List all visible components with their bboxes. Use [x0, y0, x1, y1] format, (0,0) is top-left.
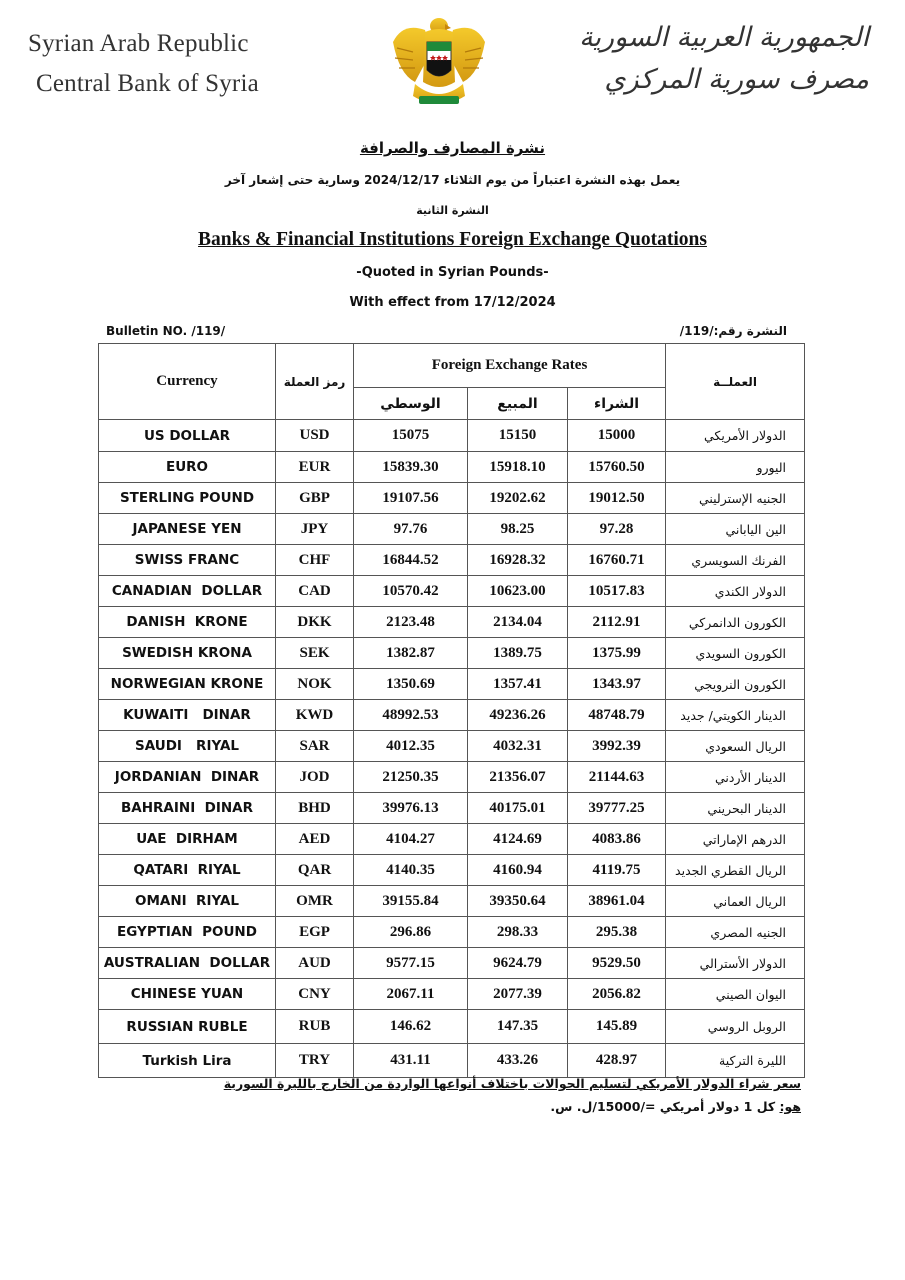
rate-mid: 4012.35 — [354, 731, 468, 762]
table-row — [99, 979, 805, 1010]
currency-name-ar: الدينار الكويتي/ جديد — [666, 700, 805, 731]
currency-code: KWD — [276, 700, 354, 731]
currency-name-ar: الكورون الدانمركي — [666, 607, 805, 638]
table-row — [99, 607, 805, 638]
table-row — [99, 793, 805, 824]
currency-code: BHD — [276, 793, 354, 824]
currency-name-ar: الكورون السويدي — [666, 638, 805, 669]
currency-name-en: EGYPTIAN POUND — [99, 917, 276, 948]
currency-name-ar: الروبل الروسي — [666, 1010, 805, 1044]
rate-buy: 16760.71 — [568, 545, 666, 576]
currency-name-ar: اليوان الصيني — [666, 979, 805, 1010]
rate-rows — [99, 420, 805, 1078]
header-ar-bank: مصرف سورية المركزي — [604, 64, 869, 95]
rate-mid: 431.11 — [354, 1044, 468, 1078]
rate-mid: 296.86 — [354, 917, 468, 948]
currency-name-ar: الريال القطري الجديد — [666, 855, 805, 886]
table-row — [99, 452, 805, 483]
rate-sell: 19202.62 — [468, 483, 568, 514]
table-row — [99, 1010, 805, 1044]
rate-sell: 21356.07 — [468, 762, 568, 793]
currency-code: USD — [276, 420, 354, 452]
currency-name-en: NORWEGIAN KRONE — [99, 669, 276, 700]
rate-buy: 10517.83 — [568, 576, 666, 607]
rate-sell: 147.35 — [468, 1010, 568, 1044]
currency-name-en: SWEDISH KRONA — [99, 638, 276, 669]
rate-mid: 15839.30 — [354, 452, 468, 483]
bulletin-number-ar: النشرة رقم:/119/ — [679, 324, 787, 338]
table-row — [99, 855, 805, 886]
rate-buy: 39777.25 — [568, 793, 666, 824]
currency-code: CNY — [276, 979, 354, 1010]
currency-name-en: SAUDI RIYAL — [99, 731, 276, 762]
rate-sell: 298.33 — [468, 917, 568, 948]
currency-code: RUB — [276, 1010, 354, 1044]
currency-name-ar: اليورو — [666, 452, 805, 483]
currency-name-en: Turkish Lira — [99, 1044, 276, 1078]
currency-name-en: JORDANIAN DINAR — [99, 762, 276, 793]
currency-name-en: UAE DIRHAM — [99, 824, 276, 855]
currency-code: EGP — [276, 917, 354, 948]
table-row — [99, 576, 805, 607]
currency-name-en: QATARI RIYAL — [99, 855, 276, 886]
table-row — [99, 545, 805, 576]
currency-name-en: KUWAITI DINAR — [99, 700, 276, 731]
table-row — [99, 700, 805, 731]
exchange-rates-table — [98, 343, 805, 1078]
currency-name-ar: الدولار الأسترالي — [666, 948, 805, 979]
rate-sell: 2134.04 — [468, 607, 568, 638]
currency-name-ar: الدولار الكندي — [666, 576, 805, 607]
currency-name-ar: الدرهم الإماراتي — [666, 824, 805, 855]
currency-name-ar: الفرنك السويسري — [666, 545, 805, 576]
currency-code: AUD — [276, 948, 354, 979]
currency-name-en: AUSTRALIAN DOLLAR — [99, 948, 276, 979]
rate-buy: 295.38 — [568, 917, 666, 948]
rate-sell: 1357.41 — [468, 669, 568, 700]
currency-code: JOD — [276, 762, 354, 793]
rate-mid: 10570.42 — [354, 576, 468, 607]
rate-buy: 428.97 — [568, 1044, 666, 1078]
currency-code: DKK — [276, 607, 354, 638]
currency-name-en: SWISS FRANC — [99, 545, 276, 576]
header-en-bank: Central Bank of Syria — [36, 70, 259, 97]
currency-name-ar: الجنيه الإسترليني — [666, 483, 805, 514]
currency-name-en: OMANI RIYAL — [99, 886, 276, 917]
col-header-code-ar: رمز العملة — [276, 344, 354, 420]
currency-code: OMR — [276, 886, 354, 917]
currency-name-ar: الكورون النرويجي — [666, 669, 805, 700]
currency-name-en: BAHRAINI DINAR — [99, 793, 276, 824]
rate-sell: 1389.75 — [468, 638, 568, 669]
rate-mid: 97.76 — [354, 514, 468, 545]
currency-name-en: CANADIAN DOLLAR — [99, 576, 276, 607]
currency-name-ar: الجنيه المصري — [666, 917, 805, 948]
rate-mid: 2067.11 — [354, 979, 468, 1010]
currency-code: CAD — [276, 576, 354, 607]
footer-note-label: هو: — [779, 1099, 801, 1114]
currency-name-ar: الدينار الأردني — [666, 762, 805, 793]
rate-sell: 9624.79 — [468, 948, 568, 979]
table-row — [99, 483, 805, 514]
rate-sell: 4160.94 — [468, 855, 568, 886]
rate-buy: 97.28 — [568, 514, 666, 545]
col-header-sell: المبيع — [468, 388, 568, 420]
currency-name-en: US DOLLAR — [99, 420, 276, 452]
header-ar-country: الجمهورية العربية السورية — [579, 22, 869, 53]
col-header-mid: الوسطي — [354, 388, 468, 420]
rate-sell: 15918.10 — [468, 452, 568, 483]
currency-name-en: CHINESE YUAN — [99, 979, 276, 1010]
rate-buy: 3992.39 — [568, 731, 666, 762]
rate-mid: 1382.87 — [354, 638, 468, 669]
col-header-fx-rates: Foreign Exchange Rates — [354, 344, 666, 388]
currency-name-en: EURO — [99, 452, 276, 483]
rate-mid: 4104.27 — [354, 824, 468, 855]
rate-sell: 98.25 — [468, 514, 568, 545]
table-row — [99, 886, 805, 917]
footer-note-line2 — [550, 1099, 801, 1114]
table-row — [99, 1044, 805, 1078]
rate-sell: 433.26 — [468, 1044, 568, 1078]
quoted-in: -Quoted in Syrian Pounds- — [356, 265, 549, 280]
currency-code: TRY — [276, 1044, 354, 1078]
table-row — [99, 948, 805, 979]
rate-sell: 49236.26 — [468, 700, 568, 731]
currency-name-ar: الريال السعودي — [666, 731, 805, 762]
currency-code: EUR — [276, 452, 354, 483]
col-header-currency-ar: العملــة — [666, 344, 805, 420]
table-row — [99, 420, 805, 452]
effective-en: With effect from 17/12/2024 — [349, 295, 556, 310]
rate-mid: 1350.69 — [354, 669, 468, 700]
currency-name-en: JAPANESE YEN — [99, 514, 276, 545]
currency-code: GBP — [276, 483, 354, 514]
rate-buy: 21144.63 — [568, 762, 666, 793]
bulletin-number-en: Bulletin NO. /119/ — [106, 324, 226, 338]
rate-mid: 21250.35 — [354, 762, 468, 793]
table-row — [99, 917, 805, 948]
rate-sell: 15150 — [468, 420, 568, 452]
currency-name-ar: الدينار البحريني — [666, 793, 805, 824]
rate-buy: 4083.86 — [568, 824, 666, 855]
rate-sell: 10623.00 — [468, 576, 568, 607]
rate-buy: 2112.91 — [568, 607, 666, 638]
rate-buy: 48748.79 — [568, 700, 666, 731]
currency-code: SAR — [276, 731, 354, 762]
rate-mid: 15075 — [354, 420, 468, 452]
rate-sell: 16928.32 — [468, 545, 568, 576]
table-row — [99, 514, 805, 545]
rate-buy: 15760.50 — [568, 452, 666, 483]
currency-code: SEK — [276, 638, 354, 669]
currency-code: NOK — [276, 669, 354, 700]
currency-code: QAR — [276, 855, 354, 886]
header-en-country: Syrian Arab Republic — [28, 30, 249, 57]
rate-buy: 9529.50 — [568, 948, 666, 979]
table-row — [99, 669, 805, 700]
table-row — [99, 824, 805, 855]
rate-buy: 145.89 — [568, 1010, 666, 1044]
rate-mid: 48992.53 — [354, 700, 468, 731]
col-header-buy: الشراء — [568, 388, 666, 420]
eagle-emblem-icon — [385, 12, 493, 114]
title-en: Banks & Financial Institutions Foreign Exchange Quotations — [198, 229, 707, 250]
second-bulletin-ar: النشرة الثانية — [416, 204, 489, 217]
col-header-currency: Currency — [99, 344, 276, 420]
rate-sell: 40175.01 — [468, 793, 568, 824]
rate-buy: 4119.75 — [568, 855, 666, 886]
rate-sell: 2077.39 — [468, 979, 568, 1010]
rate-sell: 39350.64 — [468, 886, 568, 917]
currency-name-ar: الدولار الأمريكي — [666, 420, 805, 452]
footer-note-value: كل 1 دولار أمريكي =/15000/ل. س. — [550, 1099, 776, 1114]
currency-name-ar: الين الياباني — [666, 514, 805, 545]
rate-mid: 39976.13 — [354, 793, 468, 824]
table-row — [99, 762, 805, 793]
rate-mid: 19107.56 — [354, 483, 468, 514]
currency-name-ar: الريال العماني — [666, 886, 805, 917]
rate-buy: 1343.97 — [568, 669, 666, 700]
rate-sell: 4124.69 — [468, 824, 568, 855]
rate-buy: 38961.04 — [568, 886, 666, 917]
rate-buy: 1375.99 — [568, 638, 666, 669]
rate-mid: 39155.84 — [354, 886, 468, 917]
effective-ar: يعمل بهذه النشرة اعتباراً من يوم الثلاثاء 2024/12/17 وسارية حتى إشعار آخر — [224, 173, 681, 187]
rate-mid: 16844.52 — [354, 545, 468, 576]
rate-mid: 146.62 — [354, 1010, 468, 1044]
currency-name-en: STERLING POUND — [99, 483, 276, 514]
currency-code: CHF — [276, 545, 354, 576]
currency-name-ar: الليرة التركية — [666, 1044, 805, 1078]
rate-buy: 19012.50 — [568, 483, 666, 514]
rate-sell: 4032.31 — [468, 731, 568, 762]
table-row — [99, 638, 805, 669]
title-ar: نشرة المصارف والصرافة — [359, 139, 546, 157]
footer-note-line1: سعر شراء الدولار الأمريكي لتسليم الحوالات باختلاف أنواعها الواردة من الخارج بالليرة السورية — [223, 1076, 801, 1091]
currency-code: JPY — [276, 514, 354, 545]
rate-mid: 4140.35 — [354, 855, 468, 886]
currency-code: AED — [276, 824, 354, 855]
rate-buy: 15000 — [568, 420, 666, 452]
currency-name-en: DANISH KRONE — [99, 607, 276, 638]
table-row — [99, 731, 805, 762]
currency-name-en: RUSSIAN RUBLE — [99, 1010, 276, 1044]
rate-buy: 2056.82 — [568, 979, 666, 1010]
rate-mid: 9577.15 — [354, 948, 468, 979]
rate-mid: 2123.48 — [354, 607, 468, 638]
